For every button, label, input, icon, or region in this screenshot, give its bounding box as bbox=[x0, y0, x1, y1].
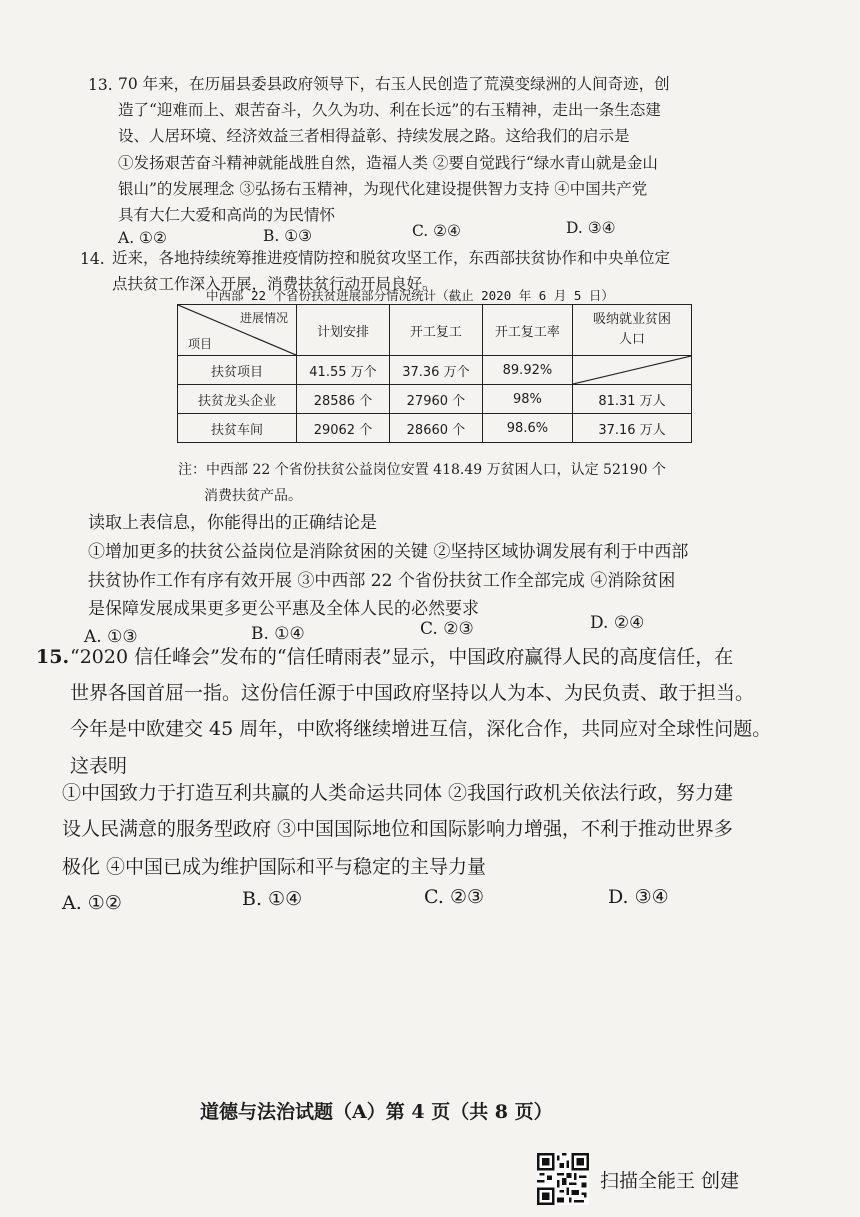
header-absorb-label: 吸纳就业贫困人口 bbox=[592, 312, 671, 347]
q13-option-b: B. ①③ bbox=[263, 227, 313, 245]
q15-option-b: B. ①④ bbox=[242, 888, 303, 910]
q13-line-5: 银山”的发展理念 ③弘扬右玉精神，为现代化建设提供智力支持 ④中国共产党 bbox=[118, 180, 648, 198]
header-started: 开工复工 bbox=[389, 305, 482, 356]
scanner-watermark: 扫描全能王 创建 bbox=[600, 1170, 740, 1192]
table-cell: 27960 个 bbox=[389, 385, 482, 414]
table-cell-empty bbox=[573, 356, 692, 385]
q13-number: 13. bbox=[88, 76, 113, 94]
table-cell: 98.6% bbox=[482, 414, 572, 443]
q13-line-3: 设、人居环境、经济效益三者相得益彰、持续发展之路。这给我们的启示是 bbox=[118, 127, 630, 145]
table-row bbox=[178, 385, 692, 414]
q14-line-2: 点扶贫工作深入开展，消费扶贫行动开局良好。 bbox=[112, 275, 438, 293]
diagonal-line bbox=[573, 356, 691, 384]
q13-line-4: ①发扬艰苦奋斗精神就能战胜自然，造福人类 ②要自觉践行“绿水青山就是金山 bbox=[118, 154, 658, 172]
q13-line-2: 造了“迎难而上、艰苦奋斗，久久为功、利在长远”的右玉精神，走出一条生态建 bbox=[118, 101, 661, 119]
q14-option-c: C. ②③ bbox=[420, 619, 474, 639]
q15-line-5: ①中国致力于打造互利共赢的人类命运共同体 ②我国行政机关依法行政，努力建 bbox=[62, 782, 734, 804]
table-note-2: 消费扶贫产品。 bbox=[204, 488, 302, 504]
q14-question-1: 读取上表信息，你能得出的正确结论是 bbox=[88, 513, 377, 533]
q13-option-c: C. ②④ bbox=[412, 222, 461, 240]
table-cell: 28660 个 bbox=[389, 414, 482, 443]
table-header-row bbox=[178, 305, 692, 356]
q13-option-d: D. ③④ bbox=[566, 219, 616, 237]
q15-option-a: A. ①② bbox=[62, 892, 122, 914]
q15-option-d: D. ③④ bbox=[608, 886, 669, 908]
q14-question-2: ①增加更多的扶贫公益岗位是消除贫困的关键 ②坚持区域协调发展有利于中西部 bbox=[88, 542, 689, 562]
q14-question-3: 扶贫协作工作有序有效开展 ③中西部 22 个省份扶贫工作全部完成 ④消除贫困 bbox=[88, 571, 676, 591]
q15-line-7: 极化 ④中国已成为维护国际和平与稳定的主导力量 bbox=[62, 856, 487, 878]
row-label: 扶贫车间 bbox=[178, 414, 297, 443]
corner-top-label: 进展情况 bbox=[239, 311, 288, 325]
q13-line-1: 70 年来，在历届县委县政府领导下，右玉人民创造了荒漠变绿洲的人间奇迹，创 bbox=[118, 75, 670, 93]
header-rate: 开工复工率 bbox=[482, 305, 572, 356]
table-cell: 81.31 万人 bbox=[573, 385, 692, 414]
q15-number: 15. bbox=[36, 646, 70, 668]
q15-line-2: 世界各国首屈一指。这份信任源于中国政府坚持以人为本、为民负责、敢于担当。 bbox=[70, 682, 755, 704]
page-footer: 道德与法治试题（A）第 4 页（共 8 页） bbox=[200, 1101, 553, 1123]
table-cell: 89.92% bbox=[482, 356, 572, 385]
q15-line-4: 这表明 bbox=[70, 755, 128, 777]
table-cell: 28586 个 bbox=[297, 385, 390, 414]
header-plan: 计划安排 bbox=[297, 305, 390, 356]
header-absorb bbox=[573, 305, 692, 356]
poverty-stats-table bbox=[177, 304, 692, 443]
table-note-1: 注：中西部 22 个省份扶贫公益岗位安置 418.49 万贫困人口，认定 52190 个 bbox=[178, 462, 667, 478]
q14-number: 14. bbox=[80, 250, 105, 268]
corner-bottom-label: 项目 bbox=[188, 337, 213, 351]
q15-option-c: C. ②③ bbox=[424, 886, 485, 908]
q14-question-4: 是保障发展成果更多更公平惠及全体人民的必然要求 bbox=[88, 599, 479, 619]
q14-line-1: 近来，各地持续统筹推进疫情防控和脱贫攻坚工作，东西部扶贫协作和中央单位定 bbox=[112, 249, 671, 267]
q15-line-3: 今年是中欧建交 45 周年，中欧将继续增进互信，深化合作，共同应对全球性问题。 bbox=[70, 718, 772, 740]
table-cell: 98% bbox=[482, 385, 572, 414]
q14-option-a: A. ①③ bbox=[84, 627, 138, 647]
table-cell: 41.55 万个 bbox=[297, 356, 390, 385]
table-row bbox=[178, 356, 692, 385]
row-label: 扶贫龙头企业 bbox=[178, 385, 297, 414]
q13-option-a: A. ①② bbox=[118, 229, 167, 247]
table-title: 中西部 22 个省份扶贫进展部分情况统计（截止 2020 年 6 月 5 日） bbox=[206, 288, 614, 303]
q15-line-6: 设人民满意的服务型政府 ③中国国际地位和国际影响力增强，不利于推动世界多 bbox=[62, 818, 734, 840]
table-cell: 37.36 万个 bbox=[389, 356, 482, 385]
qr-code-icon bbox=[537, 1153, 589, 1205]
q13-line-6: 具有大仁大爱和高尚的为民情怀 bbox=[118, 206, 336, 224]
row-label: 扶贫项目 bbox=[178, 356, 297, 385]
q15-line-1: “2020 信任峰会”发布的“信任晴雨表”显示，中国政府赢得人民的高度信任，在 bbox=[70, 646, 734, 668]
table-corner-cell bbox=[178, 305, 297, 356]
q14-option-b: B. ①④ bbox=[251, 624, 305, 644]
table-cell: 37.16 万人 bbox=[573, 414, 692, 443]
table-row bbox=[178, 414, 692, 443]
table-cell: 29062 个 bbox=[297, 414, 390, 443]
q14-option-d: D. ②④ bbox=[590, 613, 645, 633]
